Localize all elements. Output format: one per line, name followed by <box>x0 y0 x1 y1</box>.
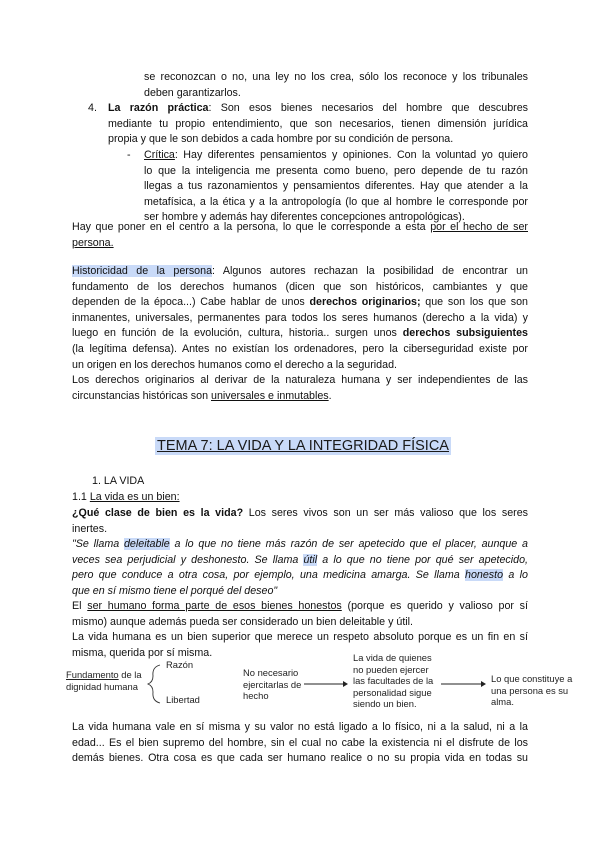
term-honesto: honesto <box>465 569 504 582</box>
term-razon-practica: La razón práctica <box>108 102 209 114</box>
chapter-title: TEMA 7: LA VIDA Y LA INTEGRIDAD FÍSICA <box>157 438 449 454</box>
diagram-line: personalidad sigue <box>353 686 432 698</box>
diagram-line: una persona es su <box>491 684 569 696</box>
diagram-line: las facultades de la <box>353 675 434 686</box>
diagram-libertad: Libertad <box>166 694 200 705</box>
text-line: lo que la inteligencia me presenta como bueno, pero depende de tu razón <box>144 164 528 177</box>
text-line: inmanentes, universales, permanentes para todos los seres humanos (derecho a la vida) y <box>72 311 528 324</box>
text-segment: a lo <box>503 569 528 582</box>
text-line: Hay que poner en el centro a la persona, lo que le corresponde a esta <box>72 221 431 233</box>
text-line: : Hay diferentes pensamientos y opiniones. Con la voluntad yo quiero <box>174 149 528 161</box>
subsection-label: La vida es un bien: <box>89 491 180 503</box>
fundamento-word: Fundamento <box>66 669 119 680</box>
underlined-text: persona. <box>72 236 114 249</box>
text-segment: "Se llama <box>72 538 124 550</box>
diagram-box-no-necesario <box>243 667 301 702</box>
text-segment: que son los que son <box>420 296 529 309</box>
term-critica: Crítica <box>144 149 175 161</box>
diagram-line: La vida de quienes <box>353 652 432 663</box>
text-line: misma, querida por sí misma. <box>72 646 213 659</box>
diagram-box-vida-quienes <box>353 652 433 710</box>
text-line: (la legítima defensa). Antes no existían los ordenadores, pero la ciberseguridad existe por <box>72 342 528 355</box>
text-line: La vida humana vale en sí misma y su valor no está ligado a lo físico, ni a la salud, ni a la <box>72 721 528 733</box>
text-segment: Los seres vivos son un ser más valioso que los seres <box>243 507 528 519</box>
text-line: un origen en los derechos humanos como el derecho a la seguridad. <box>72 358 397 371</box>
text-segment: (porque es querido y valioso por sí <box>341 600 528 612</box>
term-historicidad: Historicidad de la persona <box>72 265 213 277</box>
diagram-line: alma. <box>491 696 514 707</box>
text-line: : Algunos autores rechazan la posibilidad de encontrar un <box>212 265 528 277</box>
text-segment: veces sea perjudicial y deshonesto. Se llama <box>72 553 304 566</box>
text-line: demás bienes. Otra cosa es que cada ser humano realice o no su propia vida en todas su <box>72 752 528 765</box>
subsection-number: 1.1 <box>72 491 90 503</box>
term-derechos-originarios: derechos originarios; <box>309 296 421 309</box>
text-segment: a lo que no tiene más razón de ser apetecido que el placer, aunque a <box>169 538 528 550</box>
text-line: inertes. <box>72 522 108 535</box>
text-segment: . <box>328 389 332 402</box>
text-line: fundamento de los derechos humanos (dicen que son históricos, cambiantes y que <box>72 280 528 293</box>
term-util: útil <box>303 553 318 566</box>
text-segment: El <box>72 600 88 612</box>
diagram-line: No necesario <box>243 667 299 678</box>
text-line: mismo) aunque además pueda ser considerado un bien deleitable y útil. <box>72 615 414 628</box>
text-line: llegas a tus razonamientos y pensamientos diferentes. Hay que atender a la <box>144 180 528 193</box>
diagram-box-alma <box>491 673 572 708</box>
term-derechos-subsiguientes: derechos subsiguientes <box>402 327 528 340</box>
text-line: Los derechos originarios al derivar de la naturaleza humana y ser independientes de las <box>72 374 528 387</box>
text-line: ser hombre y además hay diferentes concepciones antropológicas). <box>144 211 465 224</box>
text-line: que en sí mismo tiene el porqué del deseo" <box>72 584 278 597</box>
text-line: metafísica, a la ética y a la antropología (lo que al hombre le corresponde por <box>144 195 528 208</box>
term-deleitable: deleitable <box>123 538 170 550</box>
diagram-line: no pueden ejercer <box>353 663 429 675</box>
underlined-text: universales e inmutables <box>211 389 329 402</box>
text-line: deben garantizarlos. <box>144 86 241 99</box>
diagram-line: hecho <box>243 690 269 701</box>
vida-vale-paragraph <box>72 720 528 767</box>
text-line: mediante tu propio entendimiento, que son necesarios, tienen dimensión jurídica <box>108 117 528 130</box>
underlined-text: por el hecho de ser <box>430 221 528 233</box>
bullet-dash: - <box>127 149 131 161</box>
text-line: propia y que le son debidos a cada hombre por su condición de persona. <box>108 133 454 146</box>
brace-shape <box>148 665 160 703</box>
fundamento-rest: de la <box>118 669 142 680</box>
diagram-fundamento <box>66 669 142 692</box>
diagram-line: siendo un bien. <box>353 698 417 709</box>
section-heading: 1. LA VIDA <box>92 475 145 487</box>
list-number: 4. <box>88 102 97 114</box>
text-segment: dependen de la época...) Cabe hablar de unos <box>72 296 310 309</box>
fundamento-line2: dignidad humana <box>66 680 138 692</box>
arrow-head <box>343 681 348 687</box>
text-segment: circunstancias históricas son <box>72 389 211 402</box>
underlined-text: ser humano forma parte de esos bienes honestos <box>87 600 342 612</box>
diagram-razon: Razón <box>166 659 194 670</box>
text-line: : Son esos bienes necesarios del hombre que descubres <box>208 102 528 114</box>
text-segment: luego en función de la evolución, cultura, historia.. surgen unos <box>72 327 403 340</box>
text-line: se reconozcan o no, una ley no los crea, sólo los reconoce y los tribunales <box>144 71 528 83</box>
text-segment: a lo que no tiene por qué ser apetecido, <box>317 553 528 566</box>
diagram-line: Lo que constituye a <box>491 673 573 684</box>
text-line: La vida humana es un bien superior que merece un respeto absoluto porque es un fin en sí <box>72 631 528 643</box>
arrow-head <box>481 681 486 687</box>
question-text: ¿Qué clase de bien es la vida? <box>72 507 244 519</box>
text-line: edad... Es el bien supremo del hombre, sin el cual no cabe la existencia ni el disfrute de los <box>72 736 528 749</box>
text-segment: pero que conduce a otra cosa, por ejemplo, una medicina amarga. Se llama <box>72 569 466 582</box>
diagram-line: ejercitarlas de <box>243 678 302 690</box>
